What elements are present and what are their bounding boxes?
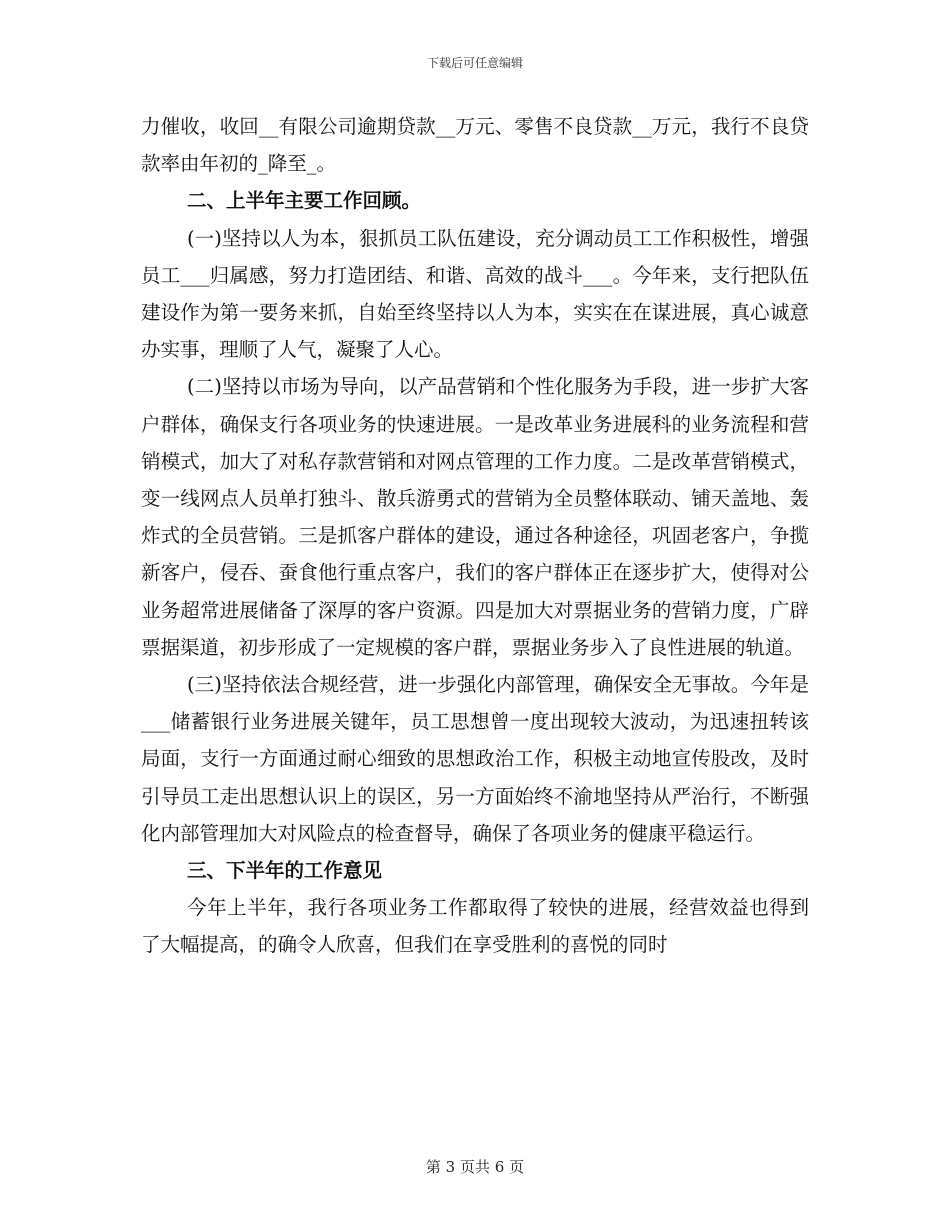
paragraph-team-building: (一)坚持以人为本，狠抓员工队伍建设，充分调动员工工作积极性，增强员工___归属感，努力打造团结、和谐、高效的战斗___。今年来，支行把队伍建设作为第一要务来抓，自始至终坚持以人为本，实实在在谋进展，真心诚意办实事，理顺了人气，凝聚了人心。 xyxy=(141,226,809,362)
paragraph-market-orientation: (二)坚持以市场为导向，以产品营销和个性化服务为手段，进一步扩大客户群体，确保支行各项业务的快速进展。一是改革业务进展科的业务流程和营销模式，加大了对私存款营销和对网点管理的工作力度。二是改革营销模式，变一线网点人员单打独斗、散兵游勇式的营销为全员整体联动、铺天盖地、轰炸式的全员营销。三是抓客户群体的建设，通过各种途径，巩固老客户，争揽新客户，侵吞、蚕食他行重点客户，我们的客户群体正在逐步扩大，使得对公业务超常进展储备了深厚的客户资源。四是加大对票据业务的营销力度，广辟票据渠道，初步形成了一定规模的客户群，票据业务步入了良性进展的轨道。 xyxy=(141,375,809,659)
section-heading-3: 三、下半年的工作意见 xyxy=(187,859,383,883)
paragraph-compliance: (三)坚持依法合规经营，进一步强化内部管理，确保安全无事故。今年是___储蓄银行业务进展关键年，员工思想曾一度出现较大波动，为迅速扭转该局面，支行一方面通过耐心细致的思想政治工作，积极主动地宣传股改，及时引导员工走出思想认识上的误区，另一方面始终不渝地坚持从严治行，不断强化内部管理加大对风险点的检查督导，确保了各项业务的健康平稳运行。 xyxy=(141,673,809,845)
paragraph-1: 力催收，收回__有限公司逾期贷款__万元、零售不良贷款__万元，我行不良贷款率由年初的_降至_。 xyxy=(141,115,809,176)
page-footer: 第 3 页共 6 页 xyxy=(425,1158,525,1176)
section-heading-2: 二、上半年主要工作回顾。 xyxy=(187,189,422,213)
paragraph-second-half: 今年上半年，我行各项业务工作都取得了较快的进展，经营效益也得到了大幅提高，的确令人欣喜，但我们在享受胜利的喜悦的同时 xyxy=(141,896,809,957)
document-body xyxy=(141,108,809,964)
page-header: 下载后可任意编辑 xyxy=(426,56,523,70)
